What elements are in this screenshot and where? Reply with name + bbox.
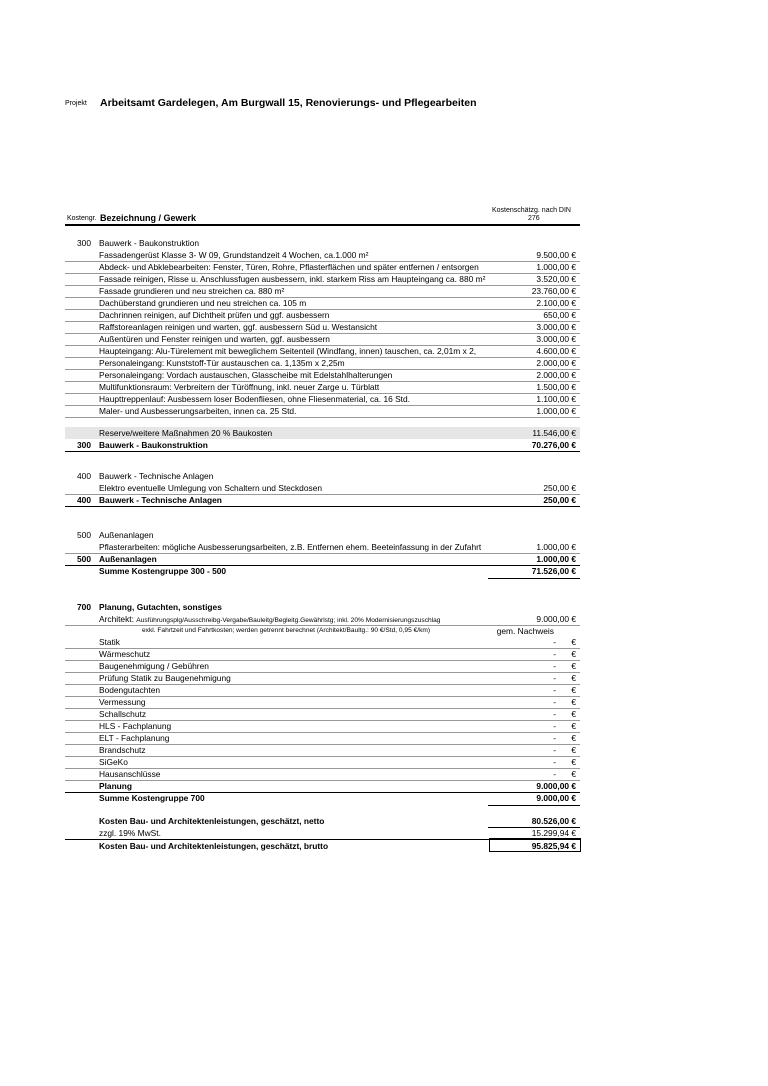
group-total-amount: 70.276,00 € [531, 440, 576, 450]
code-column-header: Kostengr. [67, 215, 97, 222]
group-total-label: Bauwerk - Baukonstruktion [99, 440, 208, 450]
line-item [65, 405, 580, 418]
line-item-currency: € [571, 721, 576, 731]
line-item-description: Prüfung Statik zu Baugenehmigung [99, 673, 231, 683]
group-total-amount: 250,00 € [543, 495, 576, 505]
line-item-amount: 250,00 € [543, 483, 576, 493]
netto-amount: 80.526,00 € [531, 816, 576, 826]
line-item-currency: € [571, 757, 576, 767]
line-item-description: Raffstoreanlagen reinigen und warten, ggf. ausbessern Süd u. Westansicht [99, 322, 378, 332]
group-title: Außenanlagen [99, 530, 154, 540]
line-item-dash: - [553, 673, 556, 683]
line-item-dash: - [553, 709, 556, 719]
group-code: 400 [77, 495, 91, 505]
line-item-amount: 1.000,00 € [536, 262, 576, 272]
line-item-description: Fassadengerüst Klasse 3- W 09, Grundstandzeit 4 Wochen, ca.1.000 m² [99, 250, 369, 260]
line-item-description: Dachüberstand grundieren und neu streichen ca. 105 m [99, 298, 307, 308]
group-code: 500 [77, 530, 91, 540]
planung-label: Planung [99, 781, 133, 791]
description-column-header: Bezeichnung / Gewerk [100, 213, 197, 223]
line-item-description: Hausanschlüsse [99, 769, 161, 779]
group-500-heading [65, 529, 580, 541]
line-item-dash: - [553, 769, 556, 779]
line-item-description: Abdeck- und Abklebearbeiten: Fenster, Türen, Rohre, Pflasterflächen und später entfernen / entsorgen [99, 262, 479, 272]
project-label: Projekt [65, 100, 87, 107]
amount-column-header-din: 276 [528, 215, 540, 222]
line-item-dash: - [553, 637, 556, 647]
line-item-description: Wärmeschutz [99, 649, 151, 659]
group-total-amount: 1.000,00 € [536, 554, 576, 564]
architekt-note: exkl. Fahrtzeit und Fahrtkosten; werden getrennt berechnet (Architekt/Baultg.: 90 €/Std, 0,95 €/km) [142, 627, 431, 634]
line-item-currency: € [571, 745, 576, 755]
line-item-currency: € [571, 637, 576, 647]
group-700-heading [65, 601, 580, 613]
line-item-description: Multifunktionsraum: Verbreitern der Türöffnung, inkl. neuer Zarge u. Türblatt [99, 382, 380, 392]
line-item-amount: 9.500,00 € [536, 250, 576, 260]
reserve-label: Reserve/weitere Maßnahmen 20 % Baukosten [99, 428, 273, 438]
netto-row [65, 815, 580, 827]
line-item-currency: € [571, 649, 576, 659]
line-item-amount: 3.520,00 € [536, 274, 576, 284]
line-item-description: Elektro eventuelle Umlegung von Schaltern und Steckdosen [99, 483, 323, 493]
group-total-label: Bauwerk - Technische Anlagen [99, 495, 222, 505]
line-item-currency: € [571, 697, 576, 707]
line-item-description: Maler- und Ausbesserungsarbeiten, innen ca. 25 Std. [99, 406, 297, 416]
brutto-box [489, 838, 581, 852]
line-item-description: HLS - Fachplanung [99, 721, 172, 731]
reserve-row [65, 427, 580, 439]
line-item-description: Personaleingang: Vordach austauschen, Glasscheibe mit Edelstahlhalterungen [99, 370, 393, 380]
line-item-amount: 2.000,00 € [536, 358, 576, 368]
group-total-label: Außenanlagen [99, 554, 157, 564]
line-item-description: Brandschutz [99, 745, 146, 755]
line-item-description: Vermessung [99, 697, 146, 707]
page-title: Arbeitsamt Gardelegen, Am Burgwall 15, Renovierungs- und Pflegearbeiten [100, 97, 477, 109]
line-item-dash: - [553, 721, 556, 731]
line-item-amount: 650,00 € [543, 310, 576, 320]
architekt-amount: 9.000,00 € [536, 614, 576, 624]
line-item-amount: 1.000,00 € [536, 406, 576, 416]
architekt-scope: Ausführungsplg/Ausschreibg-Vergabe/Bauleitg/Begleitg.Gewährlstg; inkl. 20% Modernisierungszuschlag [136, 617, 441, 624]
brutto-label: Kosten Bau- und Architektenleistungen, geschätzt, brutto [99, 841, 329, 851]
sum-underline [488, 578, 580, 579]
line-item-description: ELT - Fachplanung [99, 733, 170, 743]
sum-amount: 9.000,00 € [536, 793, 576, 803]
reserve-amount: 11.546,00 € [532, 428, 576, 438]
line-item-description: Schallschutz [99, 709, 147, 719]
line-item-description: SiGeKo [99, 757, 128, 767]
line-item-dash: - [553, 745, 556, 755]
brutto-amount: 95.825,94 € [531, 841, 576, 851]
line-item-amount: 1.100,00 € [536, 394, 576, 404]
line-item-currency: € [571, 685, 576, 695]
header-rule [65, 224, 580, 226]
sum-label: Summe Kostengruppe 300 - 500 [99, 566, 227, 576]
line-item-description: Haupteingang: Alu-Türelement mit beweglichem Seitenteil (Windfang, innen) tauschen, ca. 2,01m x 2, [99, 346, 477, 356]
line-item-description: Personaleingang: Kunststoff-Tür austauschen ca. 1,135m x 2,25m [99, 358, 345, 368]
netto-label: Kosten Bau- und Architektenleistungen, geschätzt, netto [99, 816, 325, 826]
line-item-amount: 2.100,00 € [536, 298, 576, 308]
architekt-note-amount: gem. Nachweis [496, 626, 554, 636]
line-item-amount: 23.760,00 € [531, 286, 576, 296]
group-code: 500 [77, 554, 91, 564]
group-300-total [65, 439, 580, 452]
sum-underline [488, 805, 580, 806]
line-item-description: Außentüren und Fenster reinigen und warten, ggf. ausbessern [99, 334, 330, 344]
group-code: 300 [77, 440, 91, 450]
line-item-amount: 1.500,00 € [536, 382, 576, 392]
line-item-dash: - [553, 661, 556, 671]
line-item-currency: € [571, 733, 576, 743]
architekt-label: Architekt: [99, 614, 134, 624]
line-item-amount: 4.600,00 € [536, 346, 576, 356]
sum-label: Summe Kostengruppe 700 [99, 793, 205, 803]
line-item-amount: 2.000,00 € [536, 370, 576, 380]
sum-amount: 71.526,00 € [531, 566, 576, 576]
line-item-currency: € [571, 709, 576, 719]
line-item-dash: - [553, 685, 556, 695]
group-title: Planung, Gutachten, sonstiges [99, 602, 222, 612]
group-code: 400 [77, 471, 91, 481]
line-item-description: Fassade reinigen, Risse u. Anschlussfugen ausbessern, inkl. starkem Riss am Haupteingang ca. 880 m² [99, 274, 486, 284]
sum-700 [65, 792, 580, 804]
line-item-description: Dachrinnen reinigen, auf Dichtheit prüfen und ggf. ausbessern [99, 310, 330, 320]
line-item-description: Bodengutachten [99, 685, 161, 695]
line-item-dash: - [553, 697, 556, 707]
group-title: Bauwerk - Baukonstruktion [99, 238, 200, 248]
line-item-dash: - [553, 757, 556, 767]
line-item-dash: - [553, 649, 556, 659]
line-item-amount: 3.000,00 € [536, 334, 576, 344]
line-item-dash: - [553, 733, 556, 743]
amount-column-header: Kostenschätzg. nach DIN [492, 207, 571, 214]
line-item-description: Baugenehmigung / Gebühren [99, 661, 209, 671]
group-code: 700 [77, 602, 91, 612]
group-400-heading [65, 470, 580, 482]
mwst-amount: 15.299,94 € [531, 828, 576, 838]
line-item-description: Fassade grundieren und neu streichen ca. 880 m² [99, 286, 285, 296]
line-item-description: Pflasterarbeiten: mögliche Ausbesserungsarbeiten, z.B. Entfernen ehem. Beeteinfassung in der Zufahrt [99, 542, 482, 552]
line-item-currency: € [571, 673, 576, 683]
group-title: Bauwerk - Technische Anlagen [99, 471, 214, 481]
line-item-currency: € [571, 661, 576, 671]
mwst-label: zzgl. 19% MwSt. [99, 828, 161, 838]
line-item-description: Statik [99, 637, 120, 647]
group-code: 300 [77, 238, 91, 248]
group-400-total [65, 494, 580, 507]
planung-amount: 9.000,00 € [536, 781, 576, 791]
sum-300-500 [65, 565, 580, 577]
line-item-amount: 1.000,00 € [536, 542, 576, 552]
group-300-heading [65, 237, 580, 249]
line-item-currency: € [571, 769, 576, 779]
line-item-amount: 3.000,00 € [536, 322, 576, 332]
line-item-description: Haupttreppenlauf: Ausbessern loser Bodenfliesen, ohne Fliesenmaterial, ca. 16 Std. [99, 394, 410, 404]
